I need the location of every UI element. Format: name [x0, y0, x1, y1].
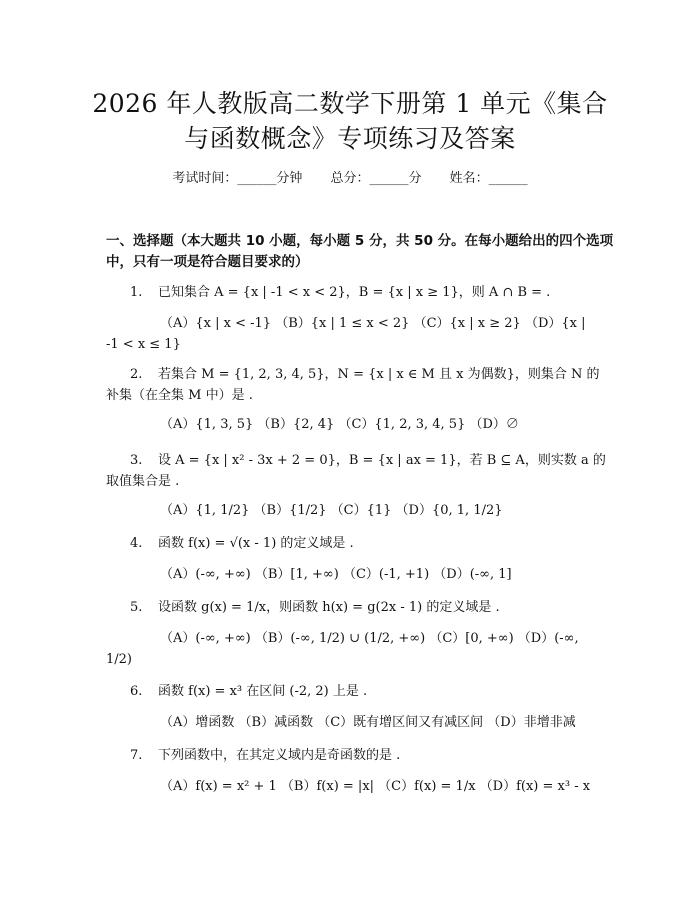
- section-heading: 一、选择题（本大题共 10 小题，每小题 5 分，共 50 分。在每小题给出的四个选项中，只有一项是符合题目要求的）: [106, 233, 614, 270]
- question-text: 函数 f(x) = x³ 在区间 (-2, 2) 上是 .: [158, 684, 368, 699]
- exam-time-field: 考试时间：______分钟: [172, 171, 303, 186]
- question-text: 已知集合 A = {x | -1 < x < 2}，B = {x | x ≥ 1}，则 A ∩ B = .: [158, 285, 551, 300]
- question-number: 7.: [130, 748, 143, 763]
- question-2-options: （A）{1, 3, 5} （B）{2, 4} （C）{1, 2, 3, 4, 5} （D）∅: [160, 417, 519, 432]
- question-1-options: （A）{x | x < -1} （B）{x | 1 ≤ x < 2} （C）{x | x ≥ 2} （D）{x | -1 < x ≤ 1}: [106, 316, 586, 352]
- total-score-field: 总分：______分: [330, 171, 422, 186]
- question-6: [106, 681, 606, 702]
- page-title-line-1: 2026 年人教版高二数学下册第 1 单元《集合: [92, 89, 608, 118]
- question-5: [106, 597, 606, 618]
- question-number: 2.: [130, 367, 143, 382]
- question-3-options: （A）{1, 1/2} （B）{1/2} （C）{1} （D）{0, 1, 1/2}: [160, 503, 503, 518]
- question-number: 6.: [130, 684, 143, 699]
- student-name-field: 姓名：______: [449, 171, 528, 186]
- question-text: 若集合 M = {1, 2, 3, 4, 5}，N = {x | x ∈ M 且 x 为偶数}，则集合 N 的补集（在全集 M 中）是 .: [106, 367, 600, 403]
- question-text: 设函数 g(x) = 1/x，则函数 h(x) = g(2x - 1) 的定义域是 .: [158, 600, 500, 615]
- question-text: 下列函数中，在其定义域内是奇函数的是 .: [158, 748, 401, 763]
- question-3: [106, 450, 606, 492]
- question-7-options: （A）f(x) = x² + 1 （B）f(x) = |x| （C）f(x) = 1/x （D）f(x) = x³ - x: [160, 779, 591, 794]
- question-number: 3.: [130, 453, 143, 468]
- question-number: 5.: [130, 600, 143, 615]
- question-4-options: （A）(-∞, +∞) （B）[1, +∞) （C）(-1, +1) （D）(-∞, 1]: [160, 567, 512, 582]
- exam-info-line: [0, 167, 700, 186]
- question-text: 函数 f(x) = √(x - 1) 的定义域是 .: [158, 536, 354, 551]
- question-2: [106, 364, 606, 406]
- question-5-options: （A）(-∞, +∞) （B）(-∞, 1/2) ∪ (1/2, +∞) （C）[0, +∞) （D）(-∞, 1/2): [106, 631, 579, 667]
- question-6-options: （A）增函数 （B）减函数 （C）既有增区间又有减区间 （D）非增非减: [160, 715, 576, 730]
- question-number: 4.: [130, 536, 143, 551]
- question-4: [106, 533, 606, 554]
- question-7: [106, 745, 606, 766]
- question-number: 1.: [130, 285, 143, 300]
- question-text: 设 A = {x | x² - 3x + 2 = 0}，B = {x | ax = 1}，若 B ⊆ A，则实数 a 的取值集合是 .: [106, 453, 606, 489]
- page-title-line-2: 与函数概念》专项练习及答案: [184, 124, 516, 153]
- question-1: [106, 282, 606, 303]
